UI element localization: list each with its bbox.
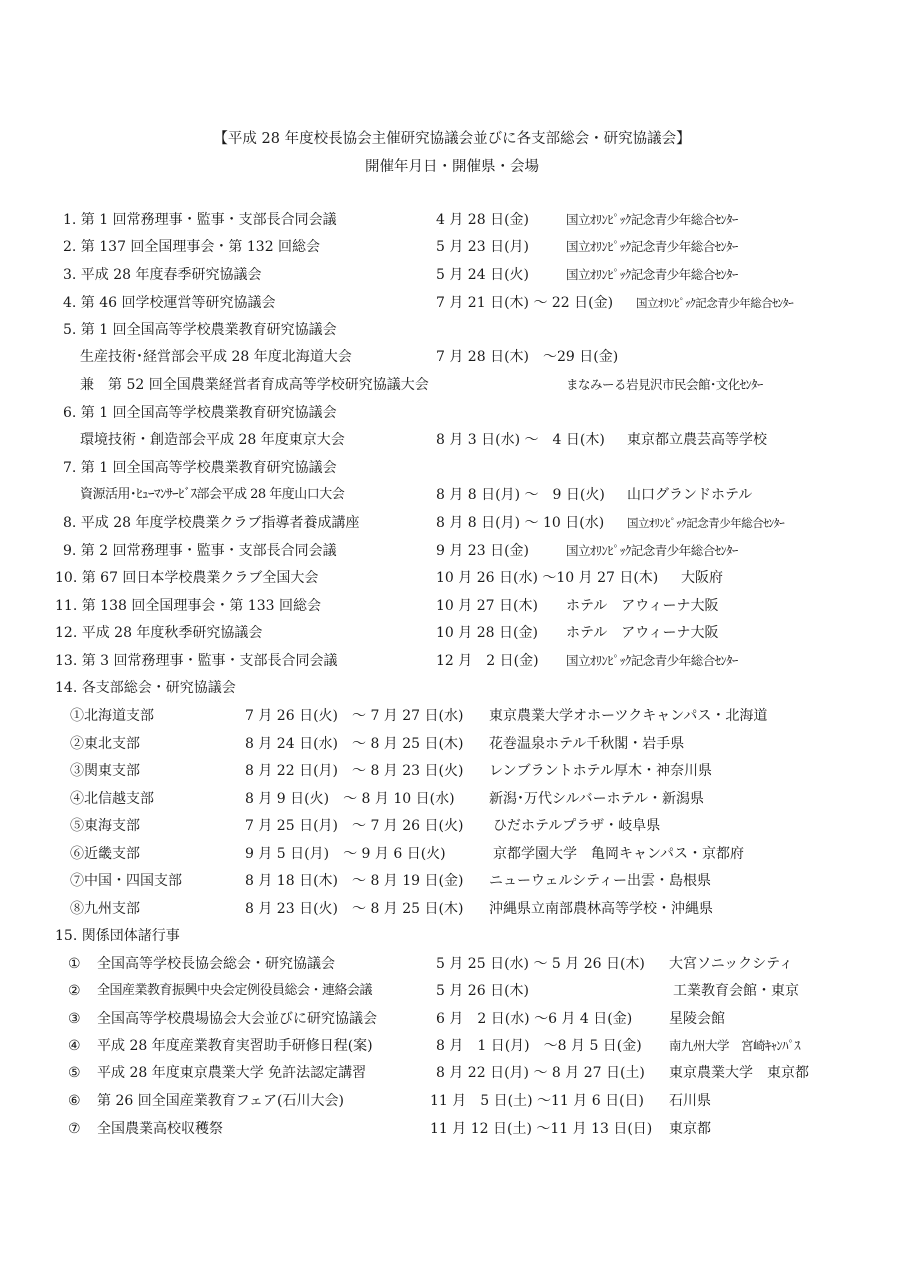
item-venue: ホテル アウィーナ大阪 <box>566 625 719 641</box>
list-item <box>0 457 904 479</box>
event-date: 8 月 1 日(月) ～8 月 5 日(金) <box>436 1038 642 1054</box>
item-venue: 東京都立農芸高等学校 <box>627 432 767 448</box>
event-venue: 南九州大学 宮崎ｷｬﾝﾊﾟｽ <box>669 1038 801 1053</box>
item-date: 4 月 28 日(金) <box>436 212 529 228</box>
item-label: 9. 第 2 回常務理事・監事・支部長合同会議 <box>63 543 337 559</box>
item-label: 生産技術･経営部会平成 28 年度北海道大会 <box>80 349 352 365</box>
list-item <box>0 292 904 314</box>
list-item <box>0 264 904 286</box>
branch-venue: ひだホテルプラザ・岐阜県 <box>493 818 661 834</box>
event-row <box>0 1062 904 1084</box>
item-label: 4. 第 46 回学校運営等研究協議会 <box>63 295 276 311</box>
item-label: 環境技術・創造部会平成 28 年度東京大会 <box>80 432 345 448</box>
branch-name: ①北海道支部 <box>70 708 154 724</box>
event-date: 6 月 2 日(水) ～6 月 4 日(金) <box>436 1011 633 1027</box>
document-subtitle: 開催年月日・開催県・会場 <box>365 159 539 175</box>
list-item <box>0 540 904 562</box>
event-venue: 工業教育会館・東京 <box>673 983 799 999</box>
branch-row <box>0 815 904 837</box>
branch-venue: 新潟･万代シルバーホテル・新潟県 <box>489 791 704 807</box>
event-name: 平成 28 年度東京農業大学 免許法認定講習 <box>97 1065 367 1081</box>
event-number: ⑦ <box>68 1121 81 1137</box>
event-venue: 石川県 <box>669 1093 711 1109</box>
branch-name: ⑦中国・四国支部 <box>70 873 182 889</box>
branch-venue: 花巻温泉ホテル千秋閣・岩手県 <box>489 736 685 752</box>
branch-date: 7 月 25 日(月) ～ 7 月 26 日(火) <box>245 818 464 834</box>
branch-row <box>0 843 904 865</box>
item-venue: 国立ｵﾘﾝﾋﾟｯｸ記念青少年総合ｾﾝﾀｰ <box>566 543 738 558</box>
item-label: 10. 第 67 回日本学校農業クラブ全国大会 <box>55 570 319 586</box>
item-venue: 国立ｵﾘﾝﾋﾟｯｸ記念青少年総合ｾﾝﾀｰ <box>636 296 794 310</box>
branch-name: ③関東支部 <box>70 763 140 779</box>
list-item <box>0 484 904 506</box>
branch-row <box>0 788 904 810</box>
event-name: 全国高等学校長協会総会・研究協議会 <box>97 956 335 972</box>
event-date: 11 月 12 日(土) ～11 月 13 日(日) <box>430 1121 653 1137</box>
item-date: 12 月 2 日(金) <box>436 653 539 669</box>
list-item <box>0 402 904 424</box>
item-label: 資源活用･ﾋｭｰﾏﾝｻｰﾋﾞｽ部会平成 28 年度山口大会 <box>80 487 345 502</box>
item-venue: 国立ｵﾘﾝﾋﾟｯｸ記念青少年総合ｾﾝﾀｰ <box>566 239 738 254</box>
branch-date: 8 月 23 日(火) ～ 8 月 25 日(木) <box>245 901 464 917</box>
list-item <box>0 512 904 534</box>
branch-date: 8 月 22 日(月) ～ 8 月 23 日(火) <box>245 763 464 779</box>
event-date: 8 月 22 日(月) ～ 8 月 27 日(土) <box>436 1065 645 1081</box>
event-number: ① <box>68 956 81 972</box>
branch-venue: レンブラントホテル厚木・神奈川県 <box>489 763 712 779</box>
branch-name: ⑥近畿支部 <box>70 846 140 862</box>
document-title: 【平成 28 年度校長協会主催研究協議会並びに各支部総会・研究協議会】 <box>213 131 691 147</box>
list-item <box>0 429 904 451</box>
item-date: 10 月 28 日(金) <box>436 625 538 641</box>
event-name: 全国産業教育振興中央会定例役員総会・連絡会議 <box>97 983 373 998</box>
list-item <box>0 622 904 644</box>
event-venue: 星陵会館 <box>669 1011 725 1027</box>
item-date: 8 月 8 日(月) ～ 10 日(水) <box>436 515 605 531</box>
item-venue: 国立ｵﾘﾝﾋﾟｯｸ記念青少年総合ｾﾝﾀｰ <box>566 212 738 227</box>
event-row <box>0 980 904 1002</box>
event-row <box>0 1090 904 1112</box>
item-label: 7. 第 1 回全国高等学校農業教育研究協議会 <box>63 460 337 476</box>
event-row <box>0 1035 904 1057</box>
item-venue: 国立ｵﾘﾝﾋﾟｯｸ記念青少年総合ｾﾝﾀｰ <box>627 516 785 530</box>
event-number: ③ <box>68 1011 81 1027</box>
item-label: 6. 第 1 回全国高等学校農業教育研究協議会 <box>63 405 337 421</box>
event-name: 平成 28 年度産業教育実習助手研修日程(案) <box>97 1038 373 1054</box>
item-date: 5 月 24 日(火) <box>436 267 529 283</box>
branch-row <box>0 870 904 892</box>
item-date: 7 月 21 日(木) ～ 22 日(金) <box>436 295 614 311</box>
event-number: ④ <box>68 1038 81 1054</box>
event-venue: 東京農業大学 東京都 <box>669 1065 809 1081</box>
list-item <box>0 595 904 617</box>
list-item <box>0 209 904 231</box>
section-heading: 15. 関係団体諸行事 <box>55 928 180 944</box>
item-label: 2. 第 137 回全国理事会・第 132 回総会 <box>63 239 321 255</box>
branch-name: ④北信越支部 <box>70 791 154 807</box>
list-item <box>0 650 904 672</box>
event-name: 全国農業高校収穫祭 <box>97 1121 223 1137</box>
item-label: 8. 平成 28 年度学校農業クラブ指導者養成講座 <box>63 515 360 531</box>
item-label: 13. 第 3 回常務理事・監事・支部長合同会議 <box>55 653 338 669</box>
event-row <box>0 953 904 975</box>
branch-venue: ニューウェルシティー出雲・島根県 <box>489 873 711 889</box>
branch-row <box>0 760 904 782</box>
item-label: 11. 第 138 回全国理事会・第 133 回総会 <box>55 598 321 614</box>
branch-venue: 東京農業大学オホーツクキャンパス・北海道 <box>489 708 768 724</box>
list-item <box>0 374 904 396</box>
event-row <box>0 1008 904 1030</box>
item-date: 8 月 8 日(月) ～ 9 日(火) <box>436 487 605 503</box>
branch-date: 8 月 24 日(水) ～ 8 月 25 日(木) <box>245 736 464 752</box>
item-date: 10 月 26 日(水) ～10 月 27 日(木) <box>436 570 659 586</box>
item-venue: まなみーる岩見沢市民会館･文化ｾﾝﾀｰ <box>566 377 763 392</box>
branch-name: ⑧九州支部 <box>70 901 140 917</box>
item-venue: ホテル アウィーナ大阪 <box>566 598 719 614</box>
item-label: 12. 平成 28 年度秋季研究協議会 <box>55 625 263 641</box>
branch-date: 9 月 5 日(月) ～ 9 月 6 日(火) <box>245 846 446 862</box>
event-name: 第 26 回全国産業教育フェア(石川大会) <box>97 1093 344 1109</box>
branch-date: 8 月 9 日(火) ～ 8 月 10 日(水) <box>245 791 455 807</box>
event-date: 5 月 25 日(水) ～ 5 月 26 日(木) <box>436 956 645 972</box>
item-venue: 山口グランドホテル <box>627 487 753 503</box>
item-venue: 国立ｵﾘﾝﾋﾟｯｸ記念青少年総合ｾﾝﾀｰ <box>566 267 738 282</box>
list-item <box>0 346 904 368</box>
branch-name: ②東北支部 <box>70 736 140 752</box>
item-label: 1. 第 1 回常務理事・監事・支部長合同会議 <box>63 212 337 228</box>
item-venue: 国立ｵﾘﾝﾋﾟｯｸ記念青少年総合ｾﾝﾀｰ <box>566 653 738 668</box>
event-row <box>0 1118 904 1140</box>
event-date: 11 月 5 日(土) ～11 月 6 日(日) <box>430 1093 644 1109</box>
list-item <box>0 319 904 341</box>
event-date: 5 月 26 日(木) <box>436 983 529 999</box>
item-date: 8 月 3 日(水) ～ 4 日(木) <box>436 432 605 448</box>
item-label: 兼 第 52 回全国農業経営者育成高等学校研究協議大会 <box>80 377 429 393</box>
branch-venue: 京都学園大学 亀岡キャンパス・京都府 <box>493 846 745 862</box>
event-number: ② <box>68 983 81 999</box>
item-date: 5 月 23 日(月) <box>436 239 529 255</box>
item-label: 3. 平成 28 年度春季研究協議会 <box>63 267 262 283</box>
item-label: 5. 第 1 回全国高等学校農業教育研究協議会 <box>63 322 337 338</box>
list-item <box>0 567 904 589</box>
list-item <box>0 236 904 258</box>
item-venue: 大阪府 <box>681 570 723 586</box>
branch-date: 7 月 26 日(火) ～ 7 月 27 日(水) <box>245 708 464 724</box>
branch-row <box>0 733 904 755</box>
event-number: ⑤ <box>68 1065 81 1081</box>
branch-row <box>0 898 904 920</box>
branch-name: ⑤東海支部 <box>70 818 140 834</box>
event-number: ⑥ <box>68 1093 81 1109</box>
event-name: 全国高等学校農場協会大会並びに研究協議会 <box>97 1011 377 1027</box>
branch-venue: 沖縄県立南部農林高等学校・沖縄県 <box>489 901 713 917</box>
event-venue: 大宮ソニックシティ <box>669 956 794 972</box>
branch-date: 8 月 18 日(木) ～ 8 月 19 日(金) <box>245 873 464 889</box>
item-date: 10 月 27 日(木) <box>436 598 538 614</box>
section-heading: 14. 各支部総会・研究協議会 <box>55 680 236 696</box>
item-date: 9 月 23 日(金) <box>436 543 529 559</box>
item-date: 7 月 28 日(木) ～29 日(金) <box>436 349 619 365</box>
branch-row <box>0 705 904 727</box>
event-venue: 東京都 <box>669 1121 711 1137</box>
